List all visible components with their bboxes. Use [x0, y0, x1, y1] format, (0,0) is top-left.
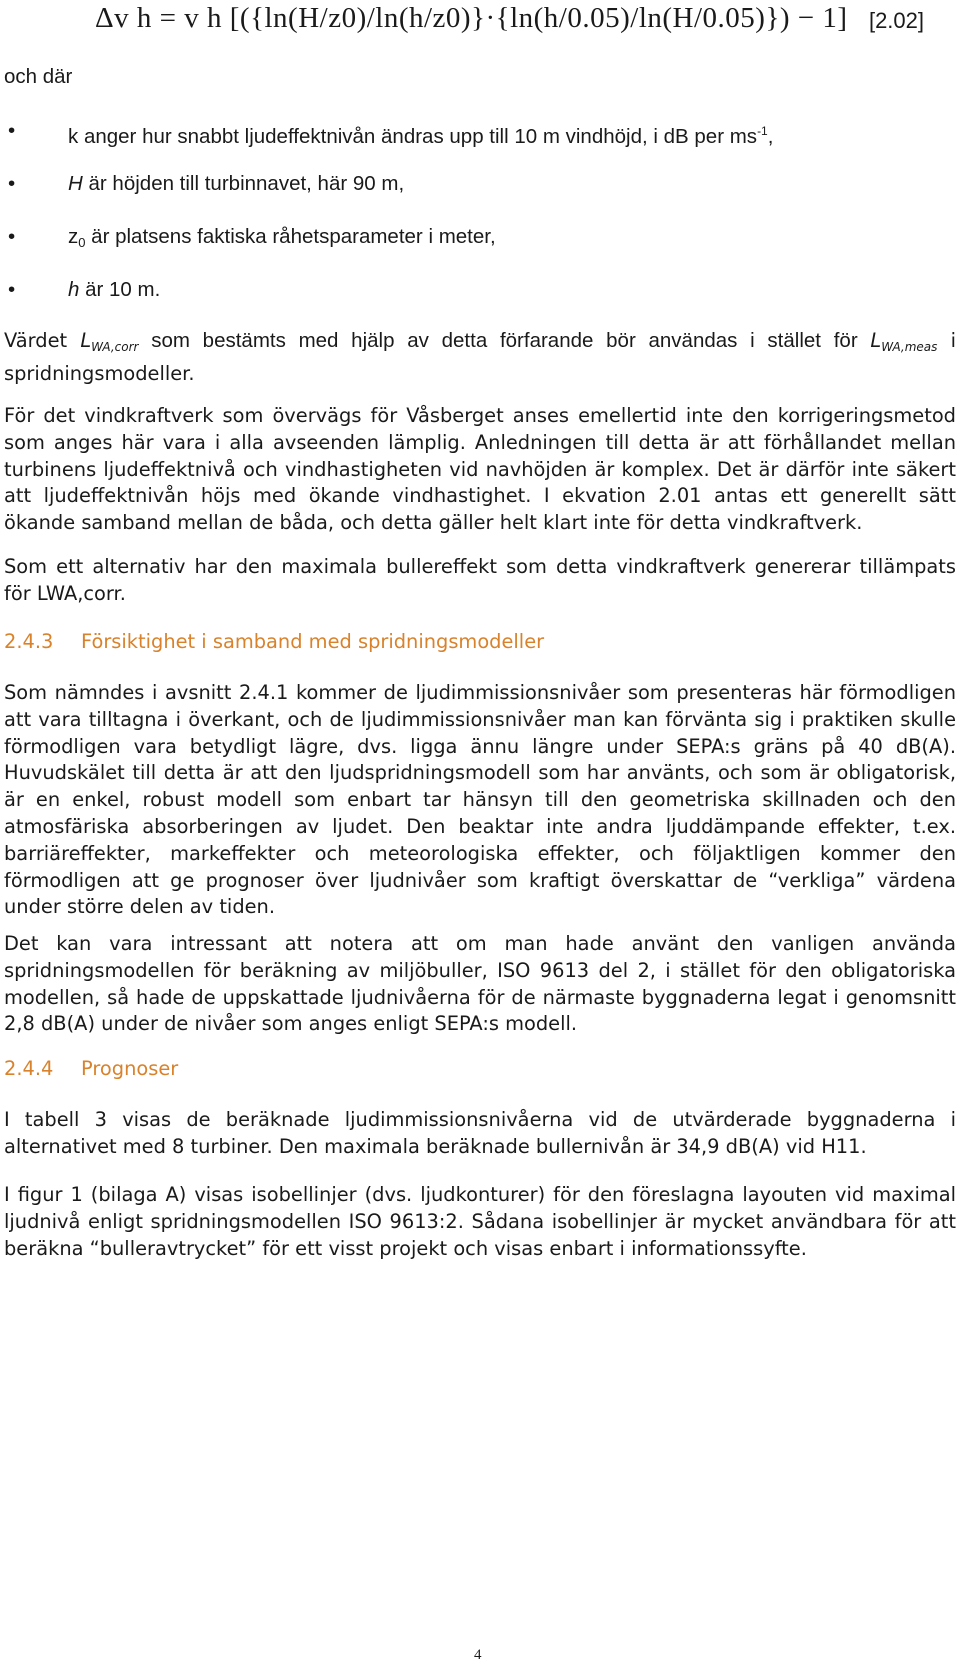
paragraph-lwa: [4, 328, 956, 388]
section-number: 2.4.4: [4, 1057, 54, 1080]
bullet-text: anger hur snabbt ljudeffektnivån ändras upp till 10 m vindhöjd, i dB per ms: [78, 125, 758, 148]
bullet-icon: •: [8, 225, 16, 248]
bullet-text: är höjden till turbinnavet, här 90 m,: [82, 172, 405, 195]
lwa-subscript-corr: WA,corr: [91, 340, 139, 354]
paragraph-alternativ: Som ett alternativ har den maximala bullereffekt som detta vindkraftverk genererar tillämpats för LWA,corr.: [4, 555, 956, 605]
lwa-symbol: L: [80, 329, 92, 352]
bullet-var: k: [68, 125, 79, 148]
equation-formula: Δv h = v h [({ln(H/z0)/ln(h/z0)}·{ln(h/0.05)/ln(H/0.05)}) − 1]: [95, 2, 848, 34]
page-number: 4: [474, 1647, 482, 1663]
equation-2-02: [95, 2, 848, 35]
bullet-var: h: [68, 278, 80, 301]
paragraph-intressant: Det kan vara intressant att notera att om man hade använt den vanligen använda spridningsmodellen för beräkning av miljöbuller, ISO 9613 del 2, i stället för den obligatoriska modellen, så hade de uppskattade ljudnivåerna för de närmaste byggnaderna legat i genomsnitt 2,8 dB(A) under de nivåer som anges enligt SEPA:s modell.: [4, 932, 956, 1036]
section-title: Prognoser: [81, 1057, 179, 1080]
section-title: Försiktighet i samband med spridningsmodeller: [81, 630, 545, 653]
bullet-text: är 10 m.: [79, 278, 161, 301]
bullet-var: H: [68, 172, 83, 195]
lwa-before: Värdet: [4, 329, 81, 352]
section-number: 2.4.3: [4, 630, 54, 653]
section-heading-2-4-3: [4, 630, 544, 653]
bullet-icon: •: [8, 119, 16, 142]
lwa-middle: som bestämts med hjälp av detta förfarande bör användas i stället för: [138, 329, 871, 352]
bullet-icon: •: [8, 278, 16, 301]
lwa-subscript-meas: WA,meas: [881, 340, 938, 354]
paragraph-namndes: Som nämndes i avsnitt 2.4.1 kommer de ljudimmissionsnivåer som presenteras här förmodligen att vara tilltagna i överkant, och de ljudimmissionsnivåer man kan förvänta sig i praktiken skulle förmodligen vara betydligt lägre, dvs. ligga ännu längre under SEPA:s gräns på 40 dB(A). Huvudskälet till detta är att den ljudspridningsmodell som har använts, och som är obligatorisk, är en enkel, robust modell som enbart tar hänsyn till den geometriska skillnaden och den atmosfäriska absorberingen av ljudet. Den beaktar inte andra ljuddämpande effekter, t.ex. barriäreffekter, markeffekter och meteorologiska effekter, och följaktligen kommer den förmodligen att ge prognoser över ljudnivåer som kraftigt överskattar de “verkliga” värdena under större delen av tiden.: [4, 681, 956, 919]
bullet-text: är platsens faktiska råhetsparameter i meter,: [85, 225, 496, 248]
equation-number: [2.02]: [868, 8, 924, 33]
bullet-icon: •: [8, 172, 16, 195]
bullet-var: z: [68, 225, 79, 248]
paragraph-figur: I figur 1 (bilaga A) visas isobellinjer (dvs. ljudkonturer) för den föreslagna layouten vid maximal ljudnivå enligt spridningsmodellen ISO 9613:2. Sådana isobellinjer är mycket användbara för att beräkna “bulleravtrycket” för ett visst projekt och visas enbart i informationssyfte.: [4, 1183, 956, 1260]
lwa-symbol: L: [870, 329, 882, 352]
bullet-superscript: -1: [757, 124, 768, 138]
lwa-after: i spridningsmodeller.: [4, 329, 956, 385]
bullet-tail: ,: [767, 125, 774, 148]
paragraph-tabell: I tabell 3 visas de beräknade ljudimmissionsnivåerna vid de utvärderade byggnaderna i alternativet med 8 turbiner. Den maximala beräknade bullernivån är 34,9 dB(A) vid H11.: [4, 1108, 956, 1158]
section-heading-2-4-4: [4, 1057, 178, 1080]
bullet-subscript: 0: [78, 235, 86, 250]
intro-text: och där: [4, 65, 73, 88]
paragraph-vasberget: För det vindkraftverk som övervägs för Våsberget anses emellertid inte den korrigeringsmetod som anges här vara i alla avseenden lämplig. Anledningen till detta är att förhållandet mellan turbinens ljudeffektnivå och vindhastigheten vid navhöjden är komplex. Det är därför inte säkert att ljudeffektnivån höjs med ökande vindhastighet. I ekvation 2.01 antas ett generellt sätt ökande samband mellan de båda, och detta gäller helt klart inte för detta vindkraftverk.: [4, 404, 956, 535]
